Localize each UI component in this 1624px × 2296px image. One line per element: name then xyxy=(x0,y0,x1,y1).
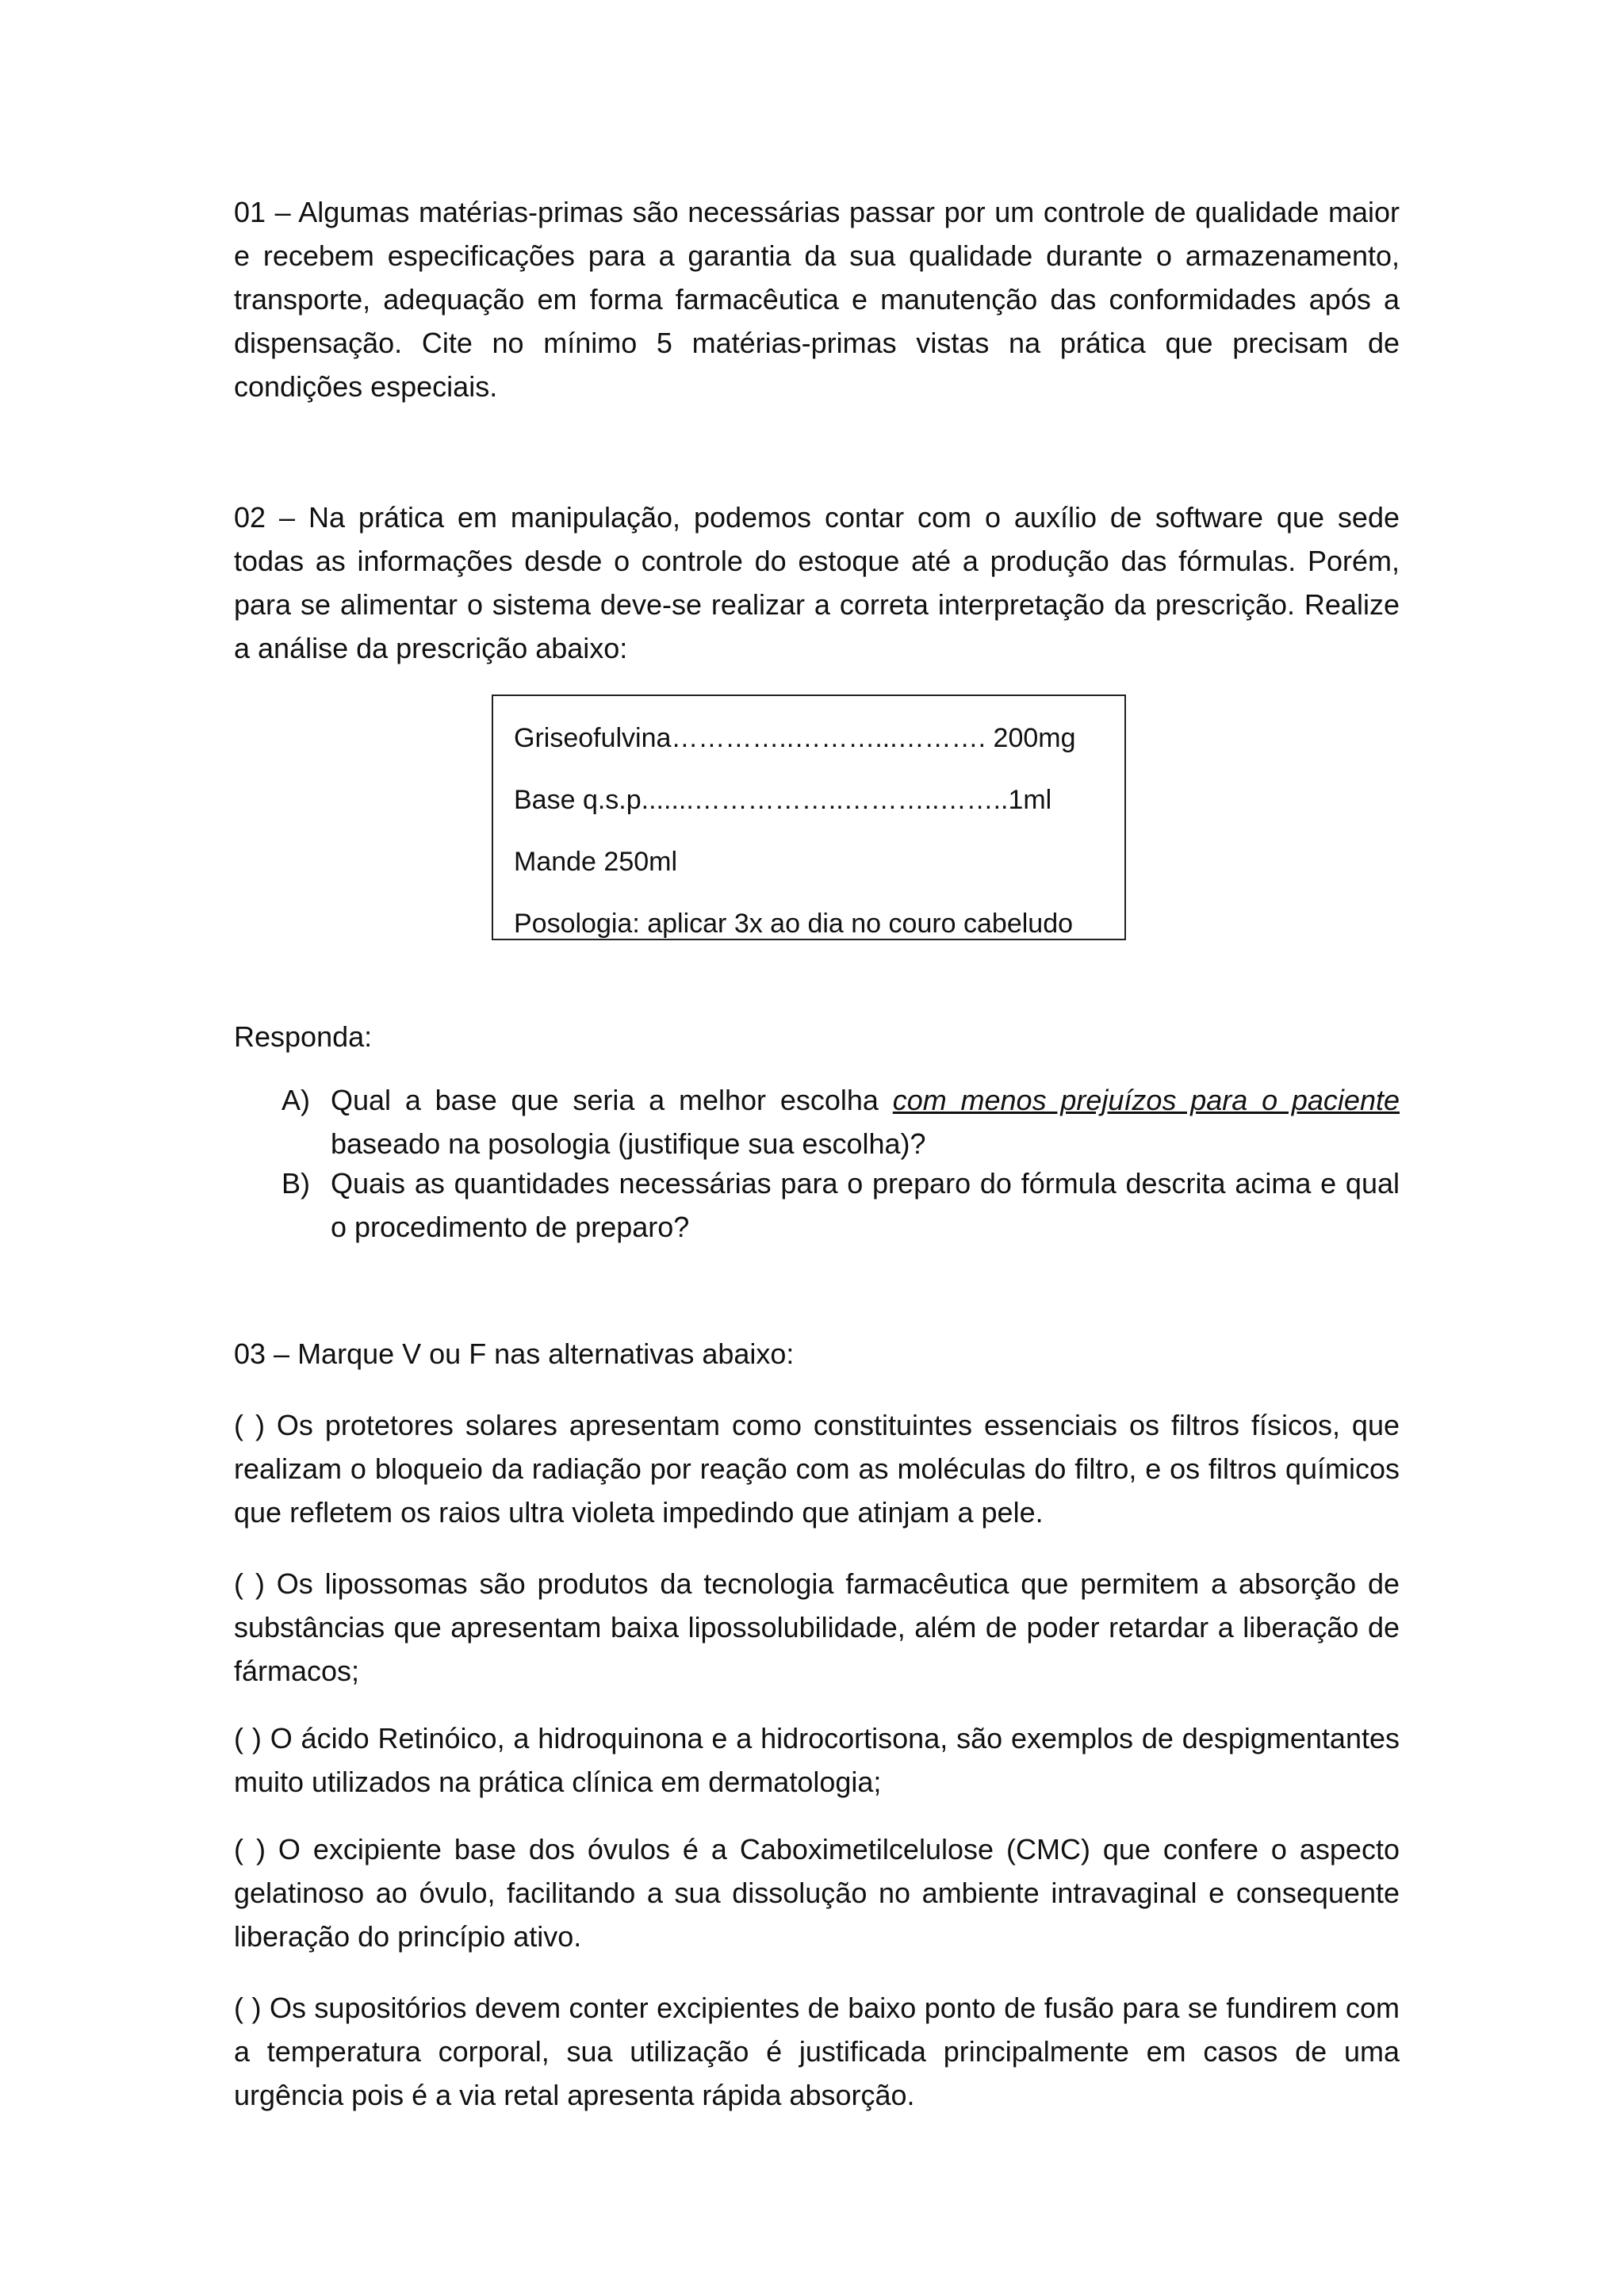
sub-question-a xyxy=(282,1078,1400,1165)
prescription-line-quantity: Mande 250ml xyxy=(514,847,678,877)
item-text: O excipiente base dos óvulos é a Caboximetilcelulose (CMC) que confere o aspecto gelatinoso ao óvulo, facilitando a sua dissolução no ambiente intravaginal e consequente liberação do princípio ativo. xyxy=(234,1833,1400,1953)
sub-question-a-text xyxy=(331,1078,1400,1165)
sub-question-a-after: baseado na posologia (justifique sua escolha)? xyxy=(331,1127,926,1160)
prescription-line-dosage: Posologia: aplicar 3x ao dia no couro cabeludo xyxy=(514,909,1074,939)
answer-blank[interactable]: ( ) xyxy=(234,1567,265,1600)
true-false-item xyxy=(234,1716,1400,1804)
true-false-item xyxy=(234,1827,1400,1958)
prescription-box xyxy=(492,695,1126,940)
sub-question-a-label: A) xyxy=(282,1084,310,1116)
sub-question-b-text: Quais as quantidades necessárias para o preparo do fórmula descrita acima e qual o procedimento de preparo? xyxy=(331,1167,1400,1243)
answer-blank[interactable]: ( ) xyxy=(234,1833,266,1866)
responda-label: Responda: xyxy=(234,1020,373,1053)
question-1-text: 01 – Algumas matérias-primas são necessárias passar por um controle de qualidade maior e recebem especificações para a garantia da sua qualidade durante o armazenamento, transporte, adequação em forma farmacêutica e manutenção das conformidades após a dispensação. Cite no mínimo 5 matérias-primas vistas na prática que precisam de condições especiais. xyxy=(234,196,1400,403)
item-text: Os lipossomas são produtos da tecnologia farmacêutica que permitem a absorção de substâncias que apresentam baixa lipossolubilidade, além de poder retardar a liberação de fármacos; xyxy=(234,1567,1400,1687)
answer-blank[interactable]: ( ) xyxy=(234,1992,262,2024)
question-2-text: 02 – Na prática em manipulação, podemos contar com o auxílio de software que sede todas as informações desde o controle do estoque até a produção das fórmulas. Porém, para se alimentar o sistema deve-se realizar a correta interpretação da prescrição. Realize a análise da prescrição abaixo: xyxy=(234,501,1400,664)
sub-question-b xyxy=(282,1161,1400,1249)
true-false-item xyxy=(234,1403,1400,1534)
true-false-item xyxy=(234,1986,1400,2117)
item-text: Os protetores solares apresentam como constituintes essenciais os filtros físicos, que realizam o bloqueio da radiação por reação com as moléculas do filtro, e os filtros químicos que refletem os raios ultra violeta impedindo que atinjam a pele. xyxy=(234,1409,1400,1529)
question-3-title: 03 – Marque V ou F nas alternativas abaixo: xyxy=(234,1337,795,1370)
item-text: Os supositórios devem conter excipientes de baixo ponto de fusão para se fundirem com a temperatura corporal, sua utilização é justificada principalmente em casos de uma urgência pois é a via retal apresenta rápida absorção. xyxy=(234,1992,1400,2111)
sub-question-a-emphasis: com menos prejuízos para o paciente xyxy=(892,1084,1400,1116)
prescription-line-base: Base q.s.p.......……………..………..……..1ml xyxy=(514,785,1052,815)
item-text: O ácido Retinóico, a hidroquinona e a hidrocortisona, são exemplos de despigmentantes muito utilizados na prática clínica em dermatologia; xyxy=(234,1722,1400,1798)
answer-blank[interactable]: ( ) xyxy=(234,1722,262,1755)
sub-question-b-label: B) xyxy=(282,1167,310,1200)
sub-question-a-before: Qual a base que seria a melhor escolha xyxy=(331,1084,893,1116)
prescription-line-drug: Griseofulvina…………..………...………. 200mg xyxy=(514,723,1076,753)
true-false-item xyxy=(234,1562,1400,1693)
answer-blank[interactable]: ( ) xyxy=(234,1409,265,1441)
